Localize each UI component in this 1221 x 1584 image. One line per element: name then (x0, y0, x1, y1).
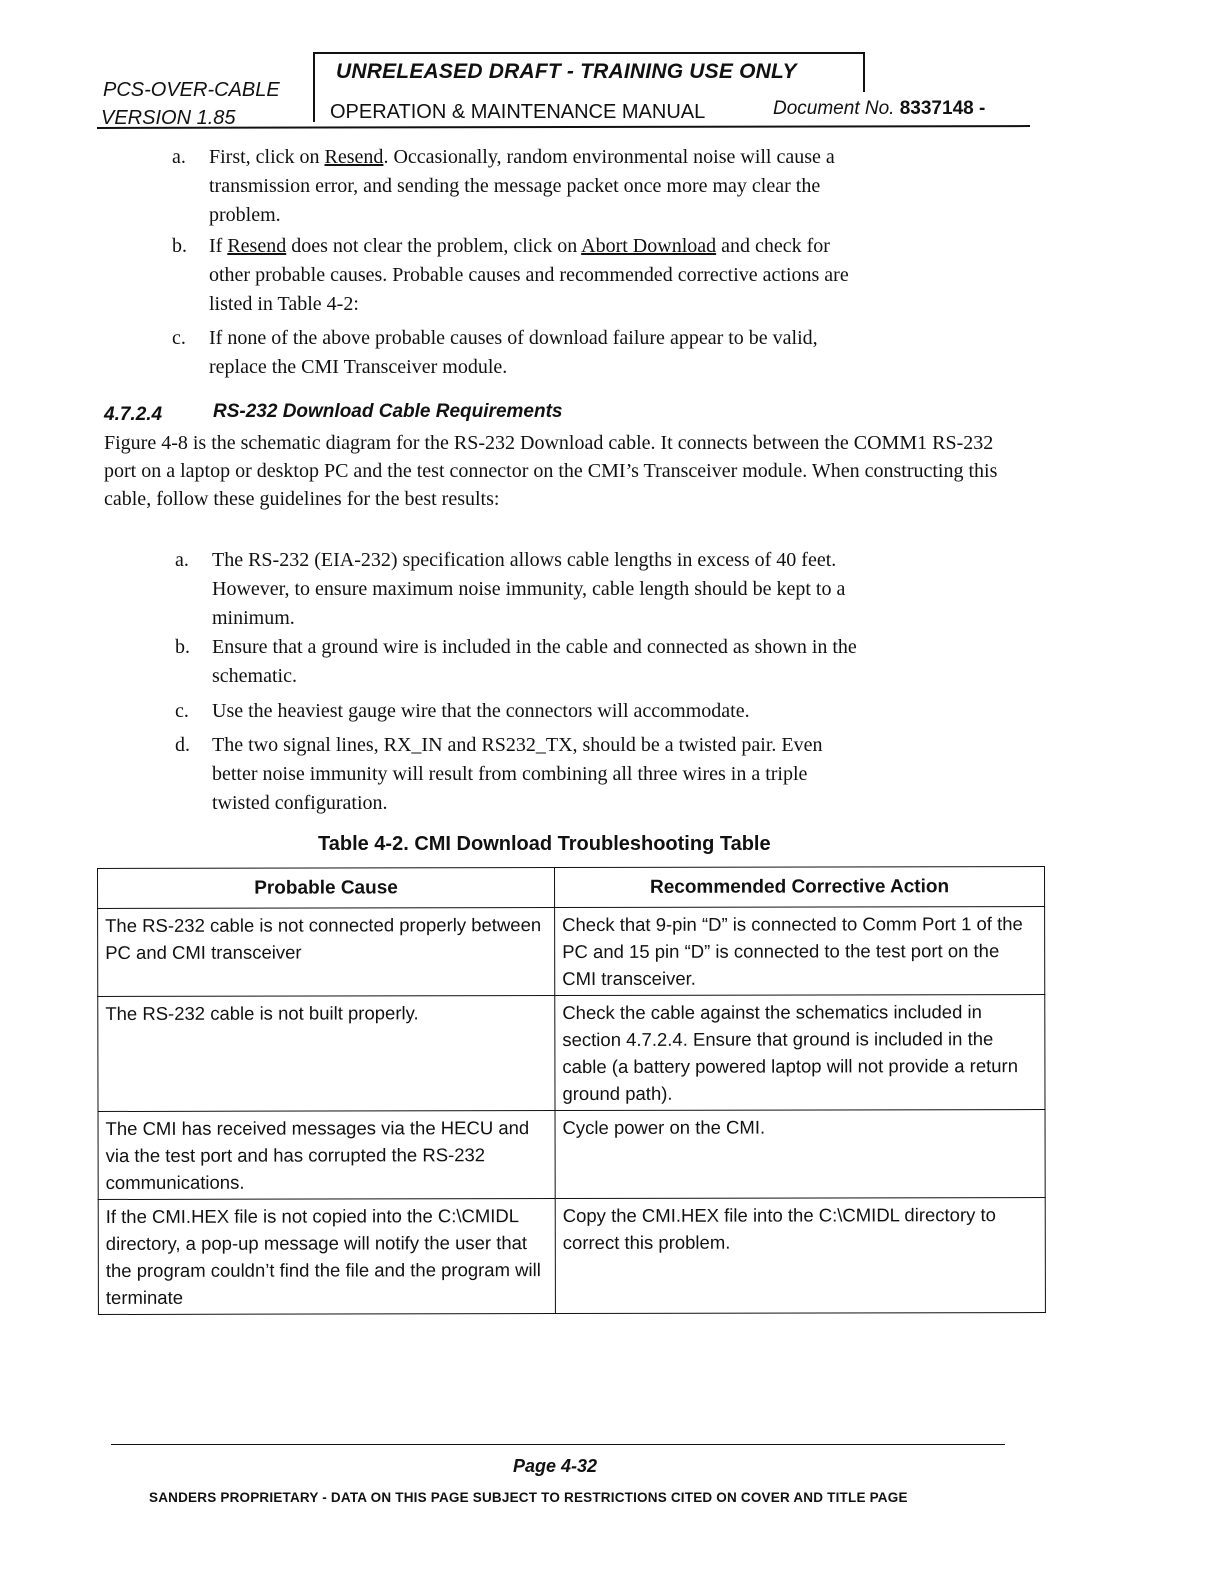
guideline-text: Use the heaviest gauge wire that the connectors will accommodate. (212, 700, 750, 722)
document-number-value: 8337148 - (899, 98, 986, 119)
header-probable-cause: Probable Cause (98, 868, 555, 909)
footer-rule (111, 1444, 1005, 1445)
cause-cell: The CMI has received messages via the HECU and via the test port and has corrupted the RS-232 communications. (98, 1111, 555, 1200)
guideline-marker: b. (175, 636, 190, 658)
guideline-text: Ensure that a ground wire is included in the cable and connected as shown in the schematic. (212, 636, 857, 687)
table-row (98, 1110, 1045, 1200)
document-number-label: Document No. (773, 98, 895, 119)
proprietary-notice: SANDERS PROPRIETARY - DATA ON THIS PAGE SUBJECT TO RESTRICTIONS CITED ON COVER AND TITLE PAGE (149, 1490, 908, 1505)
resend-link: Resend (324, 146, 384, 168)
product-name: PCS-OVER-CABLE (103, 79, 280, 101)
step-marker: c. (172, 327, 186, 349)
guideline-marker: c. (175, 700, 189, 722)
header-corrective-action: Recommended Corrective Action (555, 867, 1045, 908)
cause-cell: If the CMI.HEX file is not copied into the C:\CMIDL directory, a pop-up message will notify the user that the program couldn’t find the file and the program will terminate (98, 1199, 555, 1315)
guideline-text: The two signal lines, RX_IN and RS232_TX, should be a twisted pair. Even better noise immunity will result from combining all three wires in a triple twisted configuration. (212, 734, 823, 814)
action-cell: Check that 9-pin “D” is connected to Comm Port 1 of the PC and 15 pin “D” is connected to the test port on the CMI transceiver. (555, 907, 1045, 996)
page-number: Page 4-32 (513, 1456, 598, 1476)
step-text: If none of the above probable causes of download failure appear to be valid, replace the CMI Transceiver module. (209, 327, 818, 378)
guideline-text: The RS-232 (EIA-232) specification allows cable lengths in excess of 40 feet. However, to ensure maximum noise immunity, cable length should be kept to a minimum. (212, 549, 846, 629)
section-number: 4.7.2.4 (104, 404, 163, 425)
section-paragraph: Figure 4-8 is the schematic diagram for the RS-232 Download cable. It connects between the COMM1 RS-232 port on a laptop or desktop PC and the test connector on the CMI’s Transceiver module. When constructing this cable, follow these guidelines for the best results: (104, 432, 998, 510)
table-row (98, 907, 1045, 997)
guideline-marker: a. (175, 549, 189, 571)
document-number (773, 98, 985, 120)
table-header-row (98, 867, 1045, 909)
header-rule (97, 125, 1030, 129)
abort-download-link: Abort Download (581, 235, 717, 257)
step-marker: a. (172, 146, 186, 168)
table-row (98, 1198, 1045, 1315)
step-text: First, click on Resend. Occasionally, random environmental noise will cause a transmission error, and sending the message packet once more may clear the problem. (209, 146, 835, 226)
manual-title: OPERATION & MAINTENANCE MANUAL (330, 101, 706, 123)
action-cell: Copy the CMI.HEX file into the C:\CMIDL directory to correct this problem. (555, 1198, 1045, 1314)
draft-banner: UNRELEASED DRAFT - TRAINING USE ONLY (336, 60, 797, 83)
step-marker: b. (172, 235, 187, 257)
resend-link: Resend (227, 235, 287, 257)
table-caption: Table 4-2. CMI Download Troubleshooting Table (318, 833, 771, 855)
troubleshooting-table (97, 866, 1046, 1315)
header-divider (313, 92, 315, 122)
version-label: VERSION 1.85 (101, 107, 236, 129)
cause-cell: The RS-232 cable is not connected properly between PC and CMI transceiver (98, 908, 555, 997)
action-cell: Cycle power on the CMI. (555, 1110, 1045, 1199)
guideline-marker: d. (175, 734, 190, 756)
action-cell: Check the cable against the schematics included in section 4.7.2.4. Ensure that ground is included in the cable (a battery powered laptop will not provide a return ground path). (555, 995, 1045, 1111)
step-text: If Resend does not clear the problem, click on Abort Download and check for other probable causes. Probable causes and recommended corrective actions are listed in Table 4-2: (209, 235, 849, 315)
table-row (98, 995, 1045, 1112)
section-title: RS-232 Download Cable Requirements (213, 401, 563, 422)
cause-cell: The RS-232 cable is not built properly. (98, 996, 555, 1112)
